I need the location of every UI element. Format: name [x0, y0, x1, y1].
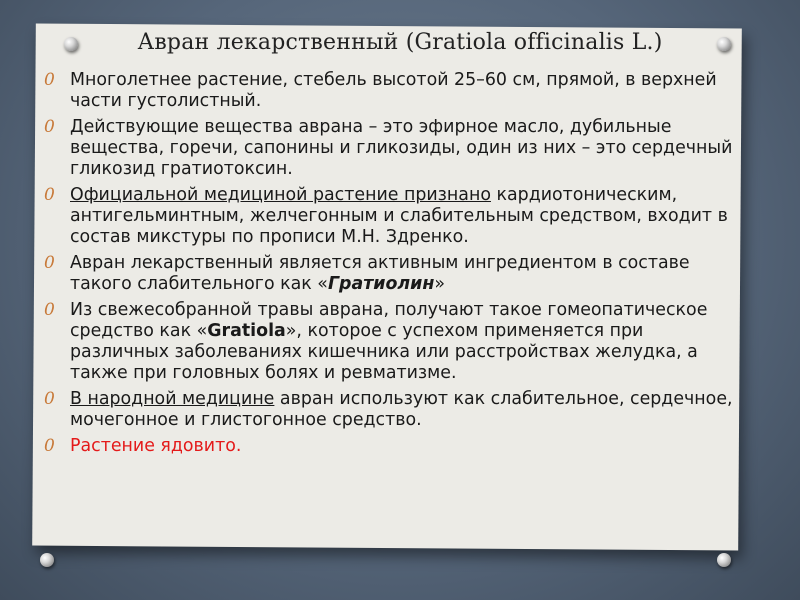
bullet-icon: 0	[44, 185, 55, 205]
list-item	[44, 117, 744, 180]
bullet-icon: 0	[44, 436, 55, 456]
bullet-icon: 0	[44, 70, 55, 90]
bullet-list	[44, 70, 744, 462]
item-text: авран используют как слабительное, сердечное, мочегонное и глистогонное средство.	[70, 389, 733, 430]
item-text: Многолетнее растение, стебель высотой 25–60 см, прямой, в верхней части густолистный.	[70, 70, 717, 111]
bullet-icon: 0	[44, 300, 55, 320]
item-underlined-lead: В народной медицине	[70, 389, 275, 409]
warning-text: Растение ядовито.	[70, 436, 242, 456]
slide-title: Авран лекарственный (Gratiola officinalis L.)	[137, 30, 663, 55]
item-underlined-lead: Официальной медициной растение признано	[70, 185, 491, 205]
item-emphasis: Gratiola	[207, 321, 286, 341]
item-text-after: »	[434, 274, 446, 294]
item-text: кардиотоническим, антигельминтным, желчегонным и слабительным средством, входит в состав микстуры по прописи М.Н. Здренко.	[70, 185, 728, 247]
item-emphasis: Гратиолин	[327, 274, 435, 294]
list-item	[44, 253, 744, 295]
bullet-icon: 0	[44, 389, 55, 409]
item-text-after: », которое с успехом применяется при различных заболеваниях кишечника или расстройствах желудка, а также при головных болях и ревматизме.	[70, 321, 698, 383]
bullet-icon: 0	[44, 253, 55, 273]
pushpin-icon	[40, 553, 54, 567]
list-item	[44, 185, 744, 248]
pushpin-icon	[717, 553, 731, 567]
list-item	[44, 300, 744, 384]
list-item	[44, 70, 744, 112]
bullet-icon: 0	[44, 117, 55, 137]
item-text: Действующие вещества аврана – это эфирное масло, дубильные вещества, горечи, сапонины и гликозиды, один из них – это сердечный гликозид гратиотоксин.	[70, 117, 733, 179]
item-text: Из свежесобранной травы аврана, получают такое гомеопатическое средство как «	[70, 300, 708, 341]
item-text: Авран лекарственный является активным ингредиентом в составе такого слабительного как «	[70, 253, 690, 294]
list-item	[44, 389, 744, 431]
list-item	[44, 436, 744, 457]
